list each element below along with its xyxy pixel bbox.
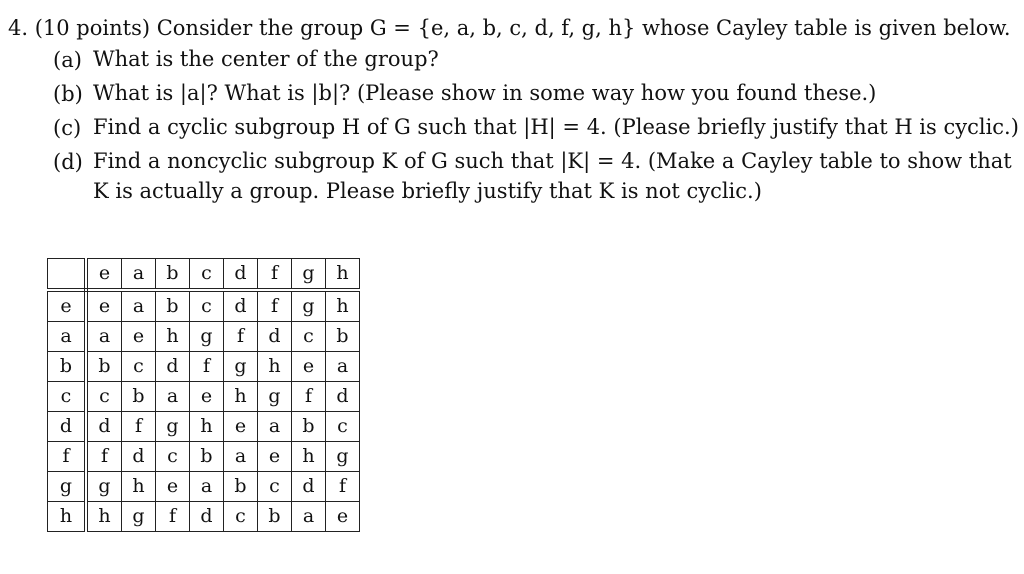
problem-statement <box>8 12 1019 206</box>
cayley-cell: a <box>224 442 258 472</box>
cayley-row-header: d <box>48 412 87 442</box>
cayley-cell: c <box>326 412 360 442</box>
cayley-cell: e <box>156 472 190 502</box>
cayley-row <box>48 290 360 322</box>
cayley-cell: c <box>258 472 292 502</box>
cayley-cell: b <box>292 412 326 442</box>
part-d-line-2: K is actually a group. Please briefly justify that K is not cyclic.) <box>93 179 762 203</box>
cayley-table <box>47 258 360 532</box>
cayley-cell: h <box>190 412 224 442</box>
cayley-cell: b <box>122 382 156 412</box>
cayley-cell: b <box>86 352 122 382</box>
part-c-label: (c) <box>53 116 82 140</box>
cayley-cell: b <box>156 290 190 322</box>
cayley-cell: d <box>86 412 122 442</box>
part-a-label: (a) <box>53 48 82 72</box>
cayley-row <box>48 412 360 442</box>
cayley-column-header: d <box>224 259 258 291</box>
part-c-line-1: Find a cyclic subgroup H of G such that |H| = 4. (Please briefly justify that H is cyclic.) <box>93 115 1019 139</box>
cayley-row <box>48 382 360 412</box>
cayley-cell: h <box>258 352 292 382</box>
cayley-cell: h <box>122 472 156 502</box>
cayley-cell: c <box>224 502 258 532</box>
cayley-row <box>48 502 360 532</box>
cayley-cell: g <box>86 472 122 502</box>
cayley-cell: h <box>224 382 258 412</box>
cayley-corner-cell <box>48 259 87 291</box>
cayley-cell: e <box>86 290 122 322</box>
cayley-row-header: f <box>48 442 87 472</box>
problem-parts <box>53 44 1019 206</box>
cayley-cell: b <box>224 472 258 502</box>
cayley-cell: d <box>122 442 156 472</box>
cayley-cell: e <box>190 382 224 412</box>
cayley-cell: c <box>122 352 156 382</box>
part-c <box>53 112 1019 146</box>
part-d-text <box>93 146 1016 206</box>
cayley-row-header: e <box>48 290 87 322</box>
cayley-column-header: h <box>326 259 360 291</box>
cayley-cell: d <box>190 502 224 532</box>
part-d <box>53 146 1016 206</box>
cayley-cell: e <box>258 442 292 472</box>
cayley-cell: d <box>258 322 292 352</box>
cayley-cell: e <box>326 502 360 532</box>
part-d-line-1: Find a noncyclic subgroup K of G such that |K| = 4. (Make a Cayley table to show that <box>93 149 1012 173</box>
cayley-cell: e <box>224 412 258 442</box>
part-b-line-1: What is |a|? What is |b|? (Please show in some way how you found these.) <box>93 81 877 105</box>
part-a-text <box>93 44 1016 74</box>
cayley-cell: e <box>122 322 156 352</box>
cayley-cell: d <box>292 472 326 502</box>
part-a-line-1: What is the center of the group? <box>93 47 439 71</box>
problem-header: 4. (10 points) Consider the group G = {e, a, b, c, d, f, g, h} whose Cayley table is given below. <box>8 16 1011 40</box>
cayley-cell: a <box>326 352 360 382</box>
cayley-cell: h <box>326 290 360 322</box>
cayley-cell: a <box>292 502 326 532</box>
cayley-row <box>48 472 360 502</box>
cayley-cell: g <box>190 322 224 352</box>
cayley-cell: a <box>156 382 190 412</box>
cayley-row-header: a <box>48 322 87 352</box>
cayley-cell: f <box>122 412 156 442</box>
cayley-cell: f <box>156 502 190 532</box>
cayley-cell: b <box>190 442 224 472</box>
cayley-cell: a <box>190 472 224 502</box>
cayley-row <box>48 352 360 382</box>
cayley-row-header: h <box>48 502 87 532</box>
part-d-label: (d) <box>53 150 83 174</box>
part-c-text <box>93 112 1019 142</box>
cayley-cell: a <box>258 412 292 442</box>
cayley-column-header: g <box>292 259 326 291</box>
cayley-column-header: c <box>190 259 224 291</box>
cayley-cell: d <box>156 352 190 382</box>
cayley-cell: f <box>86 442 122 472</box>
cayley-row-header: g <box>48 472 87 502</box>
cayley-column-header: b <box>156 259 190 291</box>
cayley-row <box>48 442 360 472</box>
cayley-cell: h <box>86 502 122 532</box>
cayley-cell: d <box>224 290 258 322</box>
part-b <box>53 78 1016 112</box>
cayley-row <box>48 322 360 352</box>
part-b-text <box>93 78 1016 108</box>
cayley-cell: g <box>326 442 360 472</box>
part-b-label: (b) <box>53 82 83 106</box>
cayley-header-row <box>48 259 360 291</box>
cayley-column-header: e <box>86 259 122 291</box>
cayley-cell: g <box>292 290 326 322</box>
cayley-cell: c <box>190 290 224 322</box>
cayley-cell: h <box>156 322 190 352</box>
cayley-cell: b <box>258 502 292 532</box>
cayley-cell: f <box>258 290 292 322</box>
cayley-column-header: a <box>122 259 156 291</box>
cayley-cell: c <box>86 382 122 412</box>
cayley-cell: b <box>326 322 360 352</box>
cayley-cell: g <box>224 352 258 382</box>
cayley-cell: g <box>122 502 156 532</box>
cayley-cell: f <box>292 382 326 412</box>
cayley-cell: g <box>156 412 190 442</box>
cayley-cell: d <box>326 382 360 412</box>
cayley-cell: h <box>292 442 326 472</box>
cayley-cell: c <box>292 322 326 352</box>
cayley-cell: c <box>156 442 190 472</box>
cayley-row-header: b <box>48 352 87 382</box>
cayley-cell: g <box>258 382 292 412</box>
cayley-table-body <box>48 259 360 532</box>
cayley-column-header: f <box>258 259 292 291</box>
cayley-row-header: c <box>48 382 87 412</box>
cayley-cell: f <box>326 472 360 502</box>
cayley-cell: f <box>190 352 224 382</box>
cayley-cell: a <box>122 290 156 322</box>
cayley-cell: a <box>86 322 122 352</box>
cayley-cell: e <box>292 352 326 382</box>
cayley-cell: f <box>224 322 258 352</box>
part-a <box>53 44 1016 78</box>
